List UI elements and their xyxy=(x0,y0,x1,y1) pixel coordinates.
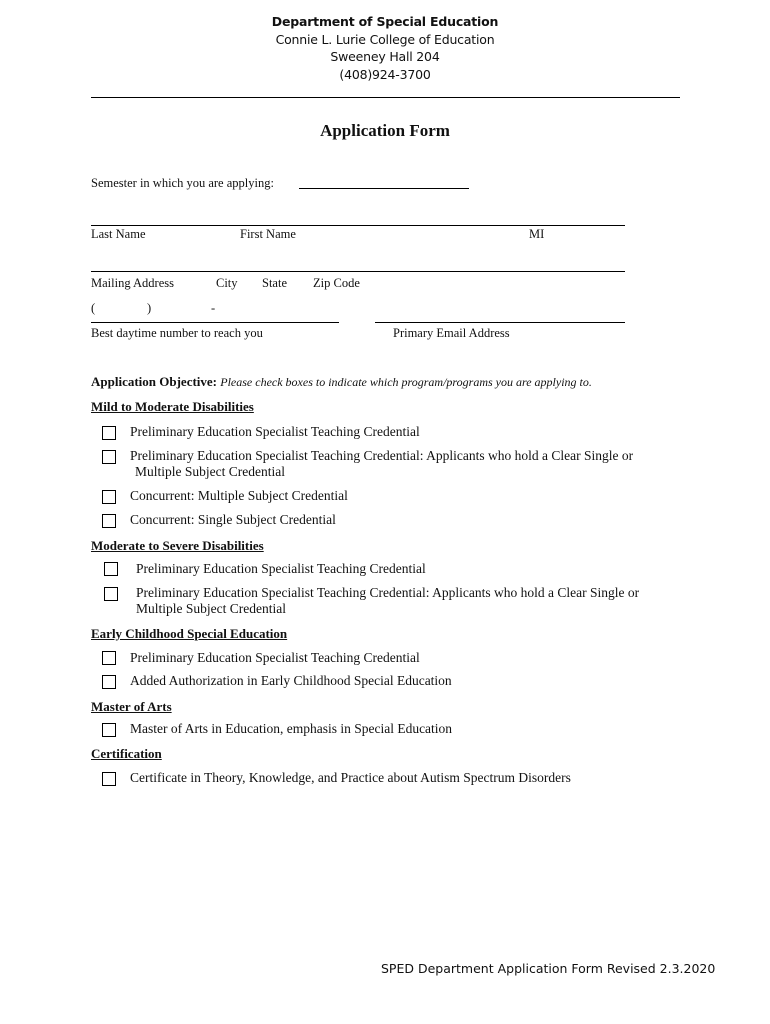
address-line[interactable] xyxy=(91,271,625,272)
section-heading-certification: Certification xyxy=(91,746,162,761)
form-title: Application Form xyxy=(320,121,450,140)
option-ma: Master of Arts in Education, emphasis in Special Education xyxy=(130,721,453,736)
option-mm-prelim-clear: Preliminary Education Specialist Teaching Credential: Applicants who hold a Clear Single or xyxy=(130,448,634,463)
option-mm-concurrent-multiple: Concurrent: Multiple Subject Credential xyxy=(130,488,348,503)
option-ec-added-auth: Added Authorization in Early Childhood Special Education xyxy=(130,673,452,688)
option-ms-prelim: Preliminary Education Specialist Teaching Credential xyxy=(136,561,426,576)
email-label: Primary Email Address xyxy=(393,326,510,340)
phone-label: Best daytime number to reach you xyxy=(91,326,263,340)
middle-initial-label: MI xyxy=(529,227,545,241)
semester-input[interactable] xyxy=(299,172,469,189)
checkbox-mm-concurrent-multiple[interactable] xyxy=(102,490,116,504)
last-name-label: Last Name xyxy=(91,227,146,241)
footer-revision: SPED Department Application Form Revised 2.3.2020 xyxy=(381,961,716,976)
college-name: Connie L. Lurie College of Education xyxy=(275,32,495,47)
section-heading-early-childhood: Early Childhood Special Education xyxy=(91,626,288,641)
application-objective xyxy=(91,374,592,390)
option-mm-prelim: Preliminary Education Specialist Teaching Credential xyxy=(130,424,420,439)
section-heading-moderate-severe: Moderate to Severe Disabilities xyxy=(91,538,264,553)
checkbox-mm-prelim[interactable] xyxy=(102,426,116,440)
option-ec-prelim: Preliminary Education Specialist Teaching Credential xyxy=(130,650,420,665)
checkbox-mm-concurrent-single[interactable] xyxy=(102,514,116,528)
checkbox-ms-prelim[interactable] xyxy=(104,562,118,576)
state-label: State xyxy=(262,276,287,290)
department-name: Department of Special Education xyxy=(271,14,499,29)
city-label: City xyxy=(216,276,238,290)
first-name-label: First Name xyxy=(240,227,296,241)
checkbox-ec-added-auth[interactable] xyxy=(102,675,116,689)
name-line[interactable] xyxy=(91,225,625,226)
option-ms-prelim-clear-cont: Multiple Subject Credential xyxy=(136,601,286,616)
semester-label: Semester in which you are applying: xyxy=(91,176,274,190)
phone-input-line[interactable] xyxy=(91,322,339,323)
checkbox-ms-prelim-clear[interactable] xyxy=(104,587,118,601)
option-mm-concurrent-single: Concurrent: Single Subject Credential xyxy=(130,512,336,527)
office-location: Sweeney Hall 204 xyxy=(330,49,440,64)
phone-dash: - xyxy=(211,301,216,315)
objective-instruction: Please check boxes to indicate which program/programs you are applying to. xyxy=(220,375,592,389)
email-input-line[interactable] xyxy=(375,322,625,323)
mailing-address-label: Mailing Address xyxy=(91,276,174,290)
checkbox-autism-cert[interactable] xyxy=(102,772,116,786)
checkbox-mm-prelim-clear[interactable] xyxy=(102,450,116,464)
zip-code-label: Zip Code xyxy=(313,276,360,290)
phone-close-paren: ) xyxy=(147,301,152,315)
option-mm-prelim-clear-cont: Multiple Subject Credential xyxy=(135,464,285,479)
checkbox-ec-prelim[interactable] xyxy=(102,651,116,665)
option-ms-prelim-clear: Preliminary Education Specialist Teaching Credential: Applicants who hold a Clear Single or xyxy=(136,585,640,600)
office-phone: (408)924-3700 xyxy=(339,67,431,82)
section-heading-mild-moderate: Mild to Moderate Disabilities xyxy=(91,399,254,414)
section-heading-master-of-arts: Master of Arts xyxy=(91,699,172,714)
header-divider xyxy=(91,97,680,98)
checkbox-ma[interactable] xyxy=(102,723,116,737)
objective-label: Application Objective: xyxy=(91,374,218,389)
option-autism-cert: Certificate in Theory, Knowledge, and Practice about Autism Spectrum Disorders xyxy=(130,770,571,785)
phone-open-paren: ( xyxy=(91,301,96,315)
